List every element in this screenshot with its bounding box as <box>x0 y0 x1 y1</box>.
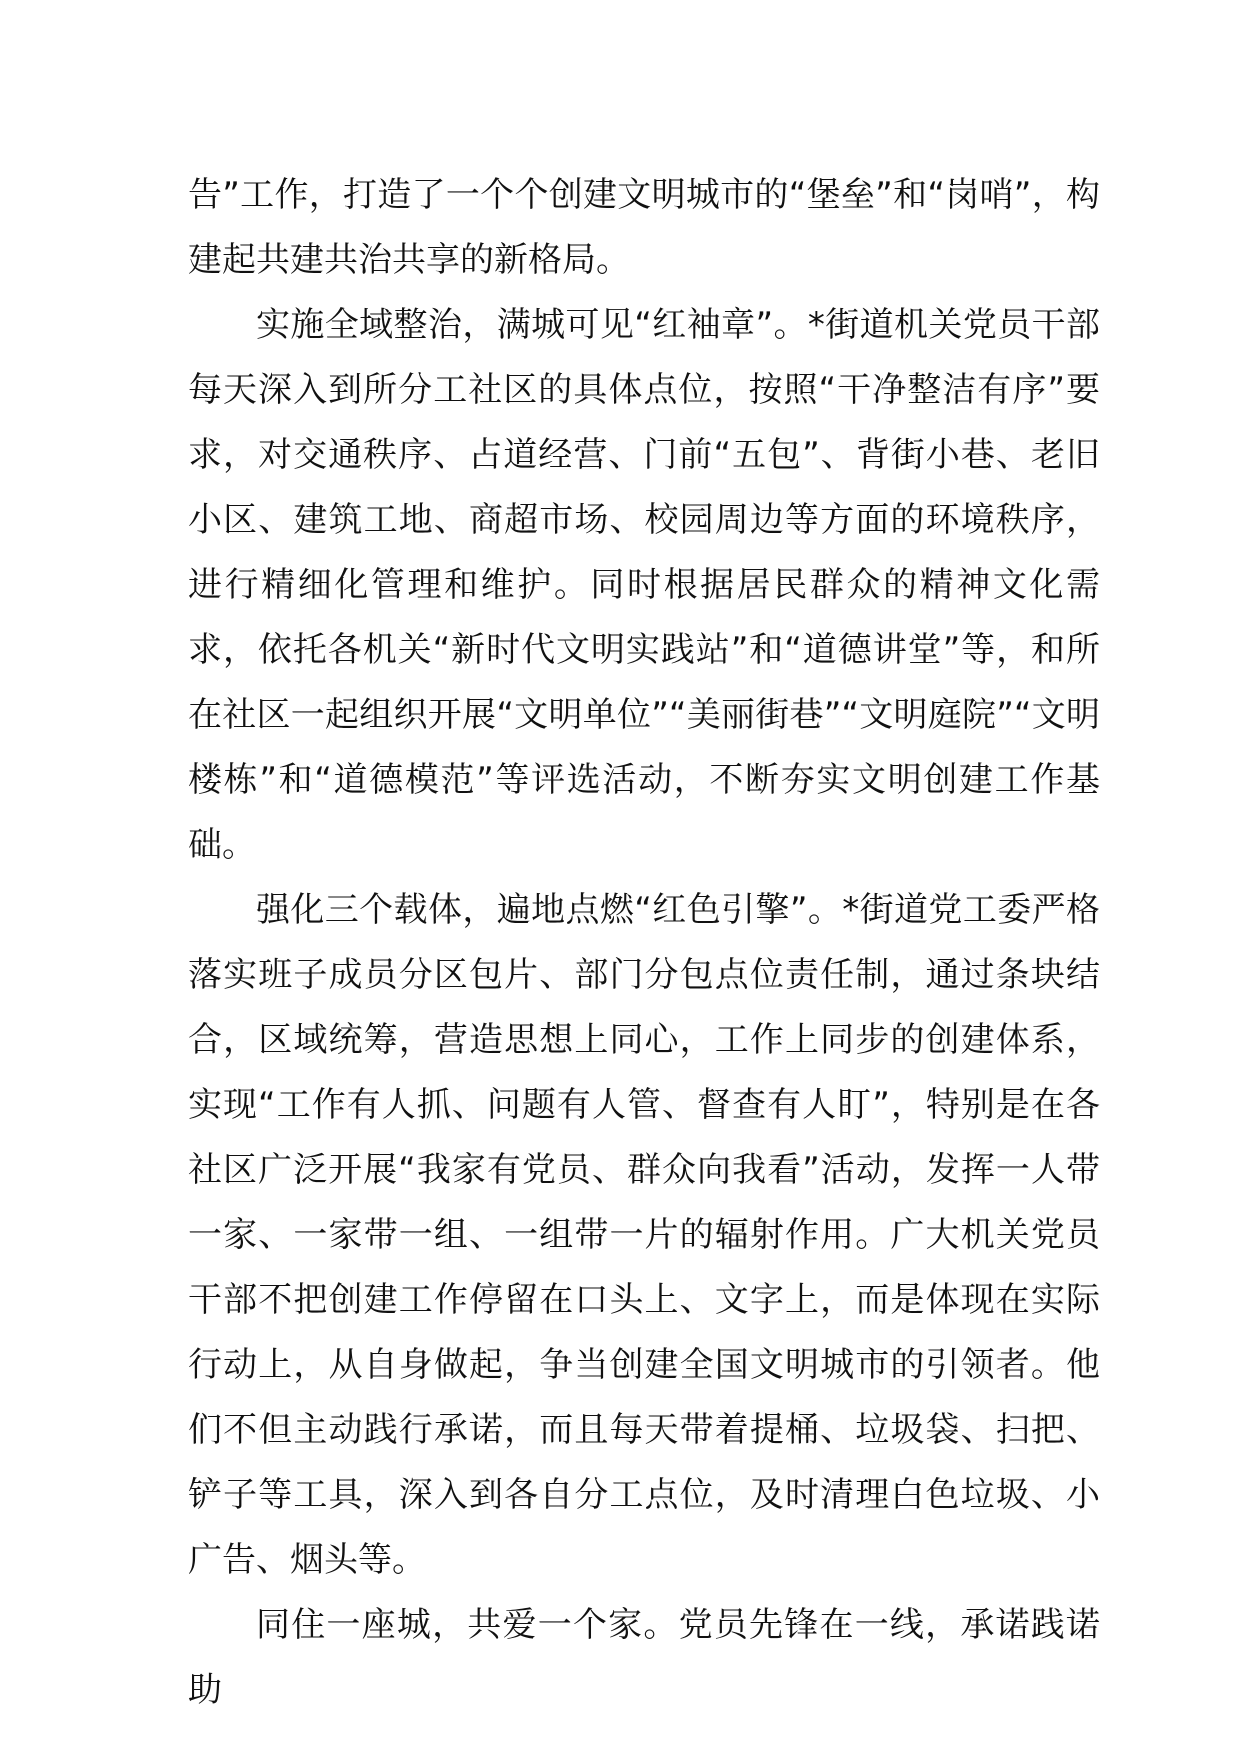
paragraph-continuation: 告”工作，打造了一个个创建文明城市的“堡垒”和“岗哨”，构建起共建共治共享的新格局。 <box>188 175 1100 280</box>
paragraph-full-area-rectification: 实施全域整治，满城可见“红袖章”。*街道机关党员干部每天深入到所分工社区的具体点位，按照“干净整洁有序”要求，对交通秩序、占道经营、门前“五包”、背街小巷、老旧小区、建筑工地、商超市场、校园周边等方面的环境秩序，进行精细化管理和维护。同时根据居民群众的精神文化需求，依托各机关“新时代文明实践站”和“道德讲堂”等，和所在社区一起组织开展“文明单位”“美丽街巷”“文明庭院”“文明楼栋”和“道德模范”等评选活动，不断夯实文明创建工作基础。 <box>188 305 1100 865</box>
document-body <box>188 163 1100 1723</box>
paragraph-three-carriers: 强化三个载体，遍地点燃“红色引擎”。*街道党工委严格落实班子成员分区包片、部门分包点位责任制，通过条块结合，区域统筹，营造思想上同心，工作上同步的创建体系，实现“工作有人抓、问题有人管、督查有人盯”，特别是在各社区广泛开展“我家有党员、群众向我看”活动，发挥一人带一家、一家带一组、一组带一片的辐射作用。广大机关党员干部不把创建工作停留在口头上、文字上，而是体现在实际行动上，从自身做起，争当创建全国文明城市的引领者。他们不但主动践行承诺，而且每天带着提桶、垃圾袋、扫把、铲子等工具，深入到各自分工点位，及时清理白色垃圾、小广告、烟头等。 <box>188 890 1100 1580</box>
paragraph-one-city: 同住一座城，共爱一个家。党员先锋在一线，承诺践诺助 <box>188 1605 1100 1710</box>
